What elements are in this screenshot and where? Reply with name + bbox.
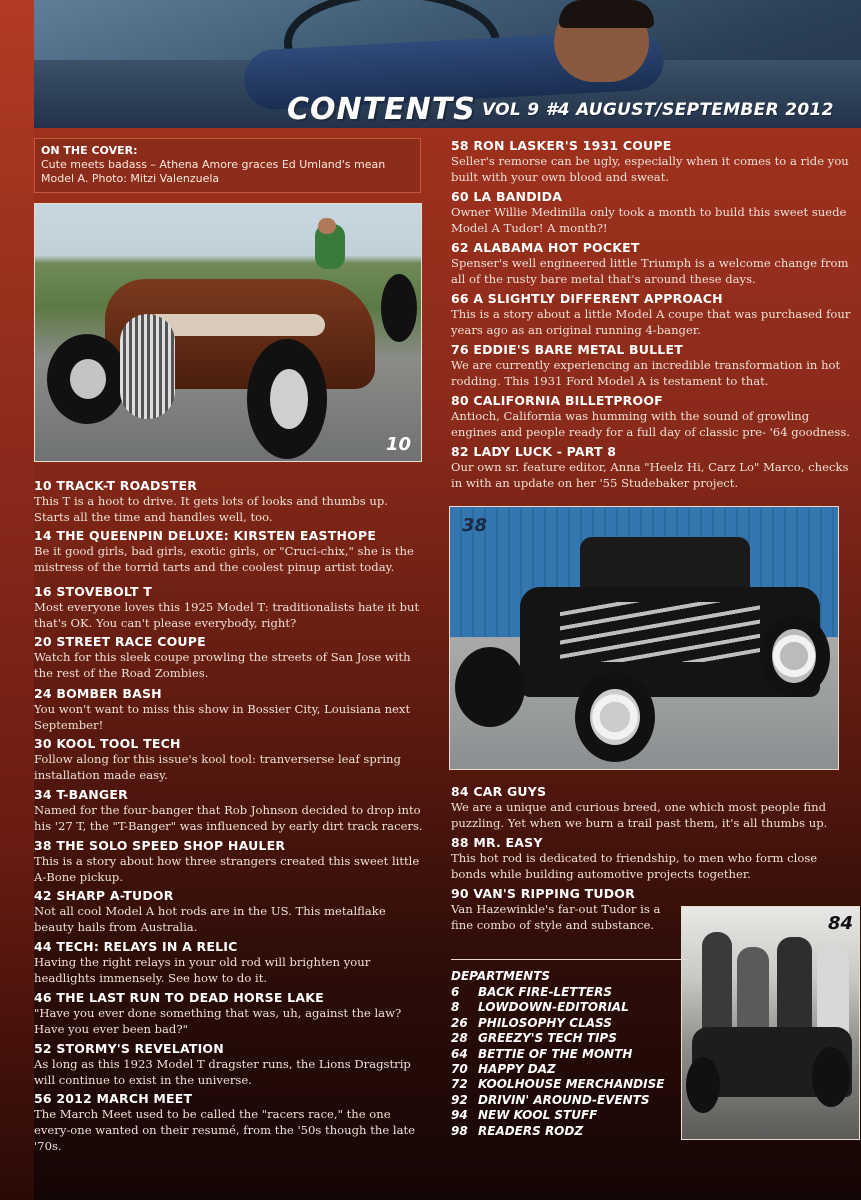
department-item[interactable]: 64 BETTIE OF THE MONTH	[451, 1047, 633, 1061]
photo-page-number: 10	[385, 434, 411, 455]
article-description: As long as this 1923 Model T dragster runs, the Lions Dragstrip will continue to exist in the universe.	[34, 1057, 411, 1087]
article-title[interactable]: 34 T-BANGER	[34, 787, 128, 802]
article-description: You won't want to miss this show in Bossier City, Louisiana next September!	[34, 702, 411, 732]
article-description: This is a story about a little Model A coupe that was purchased four years ago as an original running 4-banger.	[451, 307, 851, 337]
article-entry[interactable]	[34, 838, 424, 885]
article-title[interactable]: 42 SHARP A-TUDOR	[34, 888, 174, 903]
article-description: Antioch, California was humming with the sound of growling engines and people ready for a full day of classic pre- '64 goodness.	[451, 409, 850, 439]
article-description: This T is a hoot to drive. It gets lots of looks and thumbs up. Starts all the time and handles well, too.	[34, 494, 388, 524]
page-edge-stripe	[0, 0, 34, 1200]
article-title[interactable]: 90 VAN'S RIPPING TUDOR	[451, 886, 635, 901]
article-entry[interactable]	[451, 784, 851, 831]
article-description: Most everyone loves this 1925 Model T: traditionalists hate it but that's OK. You can't please everybody, right?	[34, 600, 420, 630]
article-entry[interactable]	[34, 1041, 424, 1088]
article-title[interactable]: 14 THE QUEENPIN DELUXE: KIRSTEN EASTHOPE	[34, 528, 377, 543]
photo-page-number: 84	[827, 913, 853, 934]
article-entry[interactable]	[34, 939, 424, 986]
article-title[interactable]: 80 CALIFORNIA BILLETPROOF	[451, 393, 663, 408]
on-the-cover-box	[34, 138, 421, 193]
article-entry[interactable]	[451, 189, 851, 236]
cover-text: Cute meets badass – Athena Amore graces Ed Umland's mean Model A. Photo: Mitzi Valenzuela	[41, 158, 386, 185]
department-item[interactable]: 6 BACK FIRE-LETTERS	[451, 985, 612, 999]
department-item[interactable]: 8 LOWDOWN-EDITORIAL	[451, 1000, 629, 1014]
article-entry[interactable]	[34, 990, 424, 1037]
article-entry[interactable]	[451, 835, 851, 882]
article-title[interactable]: 76 EDDIE'S BARE METAL BULLET	[451, 342, 683, 357]
article-title[interactable]: 66 A SLIGHTLY DIFFERENT APPROACH	[451, 291, 723, 306]
article-description: Not all cool Model A hot rods are in the US. This metalflake beauty hails from Australia.	[34, 904, 386, 934]
departments-divider	[451, 959, 687, 960]
article-title[interactable]: 62 ALABAMA HOT POCKET	[451, 240, 640, 255]
article-entry[interactable]	[451, 886, 676, 933]
article-title[interactable]: 58 RON LASKER'S 1931 COUPE	[451, 138, 672, 153]
department-item[interactable]: 26 PHILOSOPHY CLASS	[451, 1016, 612, 1030]
article-title[interactable]: 52 STORMY'S REVELATION	[34, 1041, 224, 1056]
article-title[interactable]: 82 LADY LUCK - PART 8	[451, 444, 617, 459]
article-title[interactable]: 24 BOMBER BASH	[34, 686, 162, 701]
article-title[interactable]: 38 THE SOLO SPEED SHOP HAULER	[34, 838, 286, 853]
article-entry[interactable]	[34, 584, 424, 631]
article-entry[interactable]	[451, 444, 851, 491]
article-description: Seller's remorse can be ugly, especially when it comes to a ride you built with your own blood and sweat.	[451, 154, 849, 184]
article-title[interactable]: 20 STREET RACE COUPE	[34, 634, 206, 649]
article-title[interactable]: 84 CAR GUYS	[451, 784, 547, 799]
department-item[interactable]: 28 GREEZY'S TECH TIPS	[451, 1031, 617, 1045]
department-item[interactable]: 94 NEW KOOL STUFF	[451, 1108, 598, 1122]
article-title[interactable]: 46 THE LAST RUN TO DEAD HORSE LAKE	[34, 990, 324, 1005]
page-title: CONTENTS	[287, 92, 476, 127]
article-description: The March Meet used to be called the "racers race," the one every-one wanted on their resumé, from the '50s though the late '70s.	[34, 1107, 416, 1153]
article-description: Be it good girls, bad girls, exotic girls, or "Cruci-chix," she is the mistress of the torrid tarts and the coolest pinup artist today.	[34, 544, 414, 574]
article-description: This hot rod is dedicated to friendship, to men who form close bonds while building automotive projects together.	[451, 851, 818, 881]
article-description: We are currently experiencing an incredible transformation in hot rodding. This 1931 Ford Model A is testament to that.	[451, 358, 841, 388]
department-item[interactable]: 92 DRIVIN' AROUND-EVENTS	[451, 1093, 650, 1107]
article-entry[interactable]	[34, 787, 424, 834]
article-description: Named for the four-banger that Rob Johnson decided to drop into his '27 T, the "T-Banger" was influenced by early dirt track racers.	[34, 803, 423, 833]
article-entry[interactable]	[451, 138, 851, 185]
article-entry[interactable]	[34, 1091, 424, 1154]
article-title[interactable]: 10 TRACK-T ROADSTER	[34, 478, 198, 493]
article-description: Watch for this sleek coupe prowling the streets of San Jose with the rest of the Road Zombies.	[34, 650, 411, 680]
article-entry[interactable]	[34, 736, 424, 783]
article-entry[interactable]	[451, 291, 851, 338]
article-title[interactable]: 44 TECH: RELAYS IN A RELIC	[34, 939, 238, 954]
article-title[interactable]: 30 KOOL TOOL TECH	[34, 736, 181, 751]
department-item[interactable]: 98 READERS RODZ	[451, 1124, 584, 1138]
article-description: We are a unique and curious breed, one which most people find puzzling. Yet when we burn a trail past them, it's all thumbs up.	[451, 800, 828, 830]
article-entry[interactable]	[34, 528, 424, 575]
article-description: Owner Willie Medinilla only took a month to build this sweet suede Model A Tudor! A month?!	[451, 205, 847, 235]
article-title[interactable]: 16 STOVEBOLT T	[34, 584, 153, 599]
car-guys-photo[interactable]	[681, 906, 860, 1140]
cover-heading: ON THE COVER:	[41, 144, 138, 157]
article-entry[interactable]	[34, 634, 424, 681]
article-description: Our own sr. feature editor, Anna "Heelz Hi, Carz Lo" Marco, checks in with an update on her '55 Studebaker project.	[451, 460, 849, 490]
issue-line: VOL 9 #4 AUGUST/SEPTEMBER 2012	[482, 100, 834, 120]
departments-heading: DEPARTMENTS	[451, 969, 551, 983]
article-description: Having the right relays in your old rod will brighten your headlights immensely. See how to do it.	[34, 955, 371, 985]
article-entry[interactable]	[34, 686, 424, 733]
photo-page-number: 38	[462, 515, 488, 536]
article-description: This is a story about how three strangers created this sweet little A-Bone pickup.	[34, 854, 420, 884]
article-description: Spenser's well engineered little Triumph is a welcome change from all of the rusty bare metal that's around these days.	[451, 256, 849, 286]
article-description: "Have you ever done something that was, uh, against the law? Have you ever been bad?"	[34, 1006, 402, 1036]
article-entry[interactable]	[451, 393, 856, 440]
article-entry[interactable]	[34, 888, 424, 935]
article-title[interactable]: 88 MR. EASY	[451, 835, 543, 850]
track-t-roadster-photo[interactable]	[34, 203, 422, 462]
department-item[interactable]: 70 HAPPY DAZ	[451, 1062, 556, 1076]
department-item[interactable]: 72 KOOLHOUSE MERCHANDISE	[451, 1077, 665, 1091]
article-entry[interactable]	[451, 240, 851, 287]
article-entry[interactable]	[451, 342, 851, 389]
solo-speed-shop-hauler-photo[interactable]	[449, 506, 839, 770]
article-description: Van Hazewinkle's far-out Tudor is a fine combo of style and substance.	[451, 902, 661, 932]
article-description: Follow along for this issue's kool tool: tranverserse leaf spring installation made easy.	[34, 752, 401, 782]
article-title[interactable]: 56 2012 MARCH MEET	[34, 1091, 193, 1106]
article-entry[interactable]	[34, 478, 424, 525]
article-title[interactable]: 60 LA BANDIDA	[451, 189, 563, 204]
